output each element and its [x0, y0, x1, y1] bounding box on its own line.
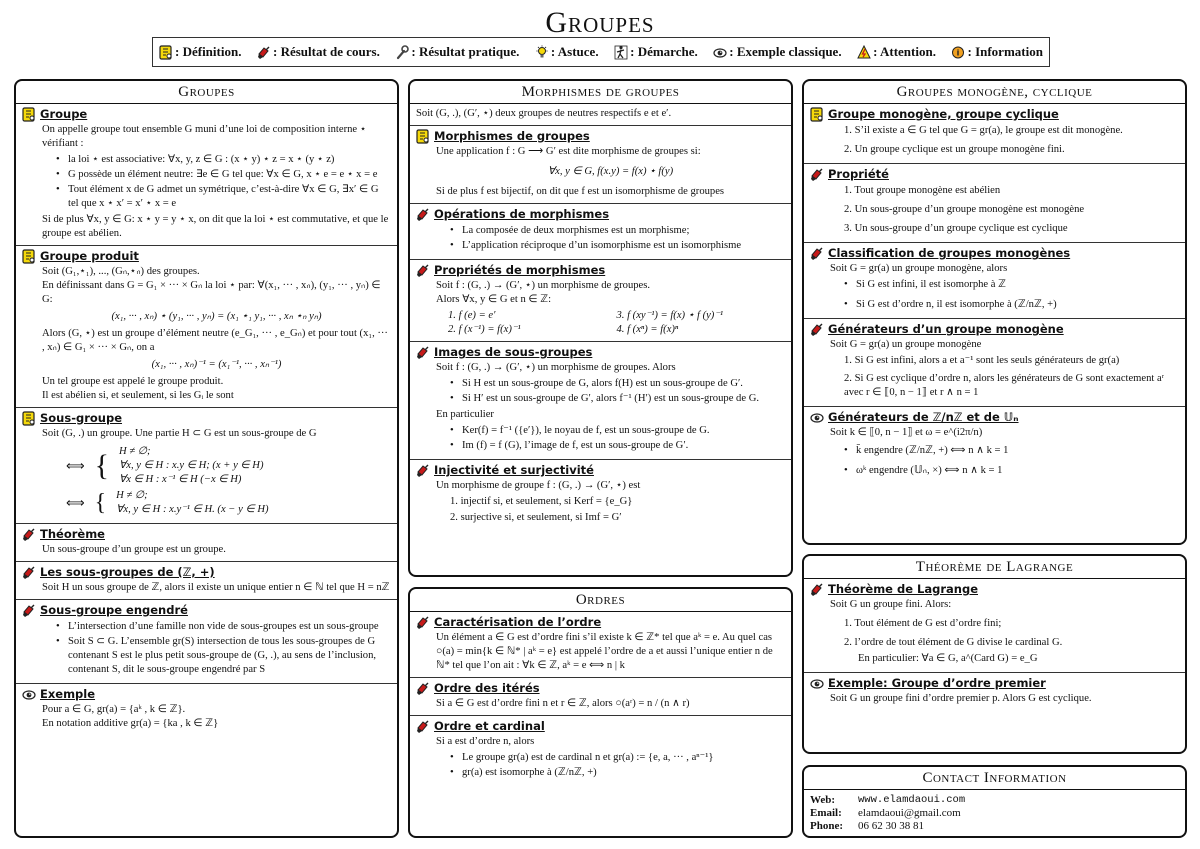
list-item: • Tout élément x de G admet un symétrique, c’est-à-dire ∀x ∈ G, ∃x′ ∈ G tel que x ⋆ x′ = x′ ⋆ x = e [56, 183, 391, 211]
section-heading: Théorème de Lagrange [828, 582, 978, 596]
paragraph: Soit G un groupe fini d’ordre premier p. Alors G est cyclique. [830, 693, 1092, 705]
list-item: 1. Tout groupe monogène est abélien [844, 185, 1001, 197]
list-item: • G possède un élément neutre: ∃e ∈ G tel que: ∀x ∈ G, x ⋆ e = e ⋆ x = e [56, 168, 391, 182]
paragraph: Une application f : G ⟶ G′ est dite morphisme de groupes si: [436, 146, 701, 158]
list-item: • L’application réciproque d’un isomorphisme est un isomorphisme [450, 239, 785, 253]
example-icon [713, 45, 727, 60]
list-item: • gr(a) est isomorphe à (ℤ/nℤ, +) [450, 766, 785, 780]
course-result-icon [257, 45, 271, 60]
paragraph: Un élément a ∈ G est d’ordre fini s’il existe k ∈ ℤ* tel que aᵏ = e. Au quel cas ○(a) = min{k ∈ ℕ* | aᵏ = e} est appelé l’ordre de a et aussi l’unique entier n de ℕ* tel que l’on ait : ∀k ∈ ℤ, aᵏ = e ⟺ n | k [436, 632, 773, 672]
paragraph: Si a ∈ G est d’ordre fini n et r ∈ ℤ, alors ○(aʳ) = n / (n ∧ r) [436, 698, 690, 710]
paragraph: Soit (G, .) un groupe. Une partie H ⊂ G est un sous-groupe de G [42, 427, 317, 439]
tip-icon [535, 45, 549, 60]
paragraph: Soit G = gr(a) un groupe monogène [830, 339, 982, 351]
section-classification [804, 243, 1185, 319]
formula: (x₁, ··· , xₙ) ⋆ (y₁, ··· , yₙ) = (x₁ ⋆₁ y₁, ··· , xₙ ⋆ₙ yₙ) [111, 311, 322, 322]
definition-icon [22, 249, 36, 264]
formula: ∀x, y ∈ G, f(x.y) = f(x) ⋆ f(y) [547, 166, 674, 178]
section-heading: Groupe produit [40, 248, 139, 263]
list-item: 1. Tout élément de G est d’ordre fini; [844, 618, 1002, 630]
section-heading: Propriétés de morphismes [434, 263, 606, 278]
box-title: Groupes [16, 81, 397, 104]
iff-symbol: ⟺ [66, 495, 85, 511]
paragraph: Alors (G, ⋆) est un groupe d’élément neutre (e_G₁, ··· , e_Gₙ) et pour tout (x₁, ··· , xₙ) ∈ G₁ × ··· × Gₙ, on a [42, 327, 388, 353]
contact-label: Web: [810, 794, 836, 806]
condition-system-2 [66, 489, 391, 517]
brace: { [94, 448, 110, 482]
section-heading: Sous-groupe [40, 410, 123, 425]
course-result-icon [810, 246, 824, 261]
legend-item-method [614, 44, 698, 60]
box-title: Contact Information [804, 767, 1185, 790]
email-link[interactable]: elamdaoui@gmail.com [858, 807, 961, 819]
paragraph: Soit f : (G, .) → (G′, ⋆) un morphisme de groupes. [436, 280, 651, 292]
section-heading: Ordre des itérés [434, 681, 540, 696]
paragraph: Si de plus ∀x, y ∈ G: x ⋆ y = y ⋆ x, on dit que la loi ⋆ est commutative, et que le groupe est abélien. [42, 213, 389, 239]
section-exemple [16, 684, 397, 735]
section-heading: Morphismes de groupes [434, 128, 590, 143]
list-item: • k̄ engendre (ℤ/nℤ, +) ⟺ n ∧ k = 1 [844, 444, 1179, 458]
paragraph: Pour a ∈ G, gr(a) = {aᵏ , k ∈ ℤ}. [42, 704, 186, 716]
paragraph: En particulier [436, 409, 494, 421]
brace: { [94, 489, 107, 516]
condition: ∀x ∈ H : x⁻¹ ∈ H (−x ∈ H) [119, 473, 242, 485]
section-heading: Groupe monogène, groupe cyclique [828, 107, 1059, 121]
course-result-icon [416, 463, 430, 478]
iff-symbol: ⟺ [66, 458, 85, 474]
list-item: 2. l’ordre de tout élément de G divise le cardinal G. [844, 637, 1063, 649]
paragraph: Si de plus f est bijectif, on dit que f est un isomorphisme de groupes [436, 186, 725, 198]
paragraph: Soit G = gr(a) un groupe monogène, alors [830, 263, 1008, 275]
contact-box [802, 765, 1187, 838]
example-icon [810, 676, 824, 691]
section-heading: Sous-groupe engendré [40, 603, 188, 618]
paragraph: Un morphisme de groupe f : (G, .) → (G′, ⋆) est [436, 480, 641, 492]
list-item: • L’intersection d’une famille non vide de sous-groupes est un sous-groupe [56, 620, 391, 634]
legend-bar [152, 37, 1050, 67]
section-groupe [16, 104, 397, 246]
paragraph: On appelle groupe tout ensemble G muni d’une loi de composition interne ⋆ vérifiant : [42, 124, 367, 150]
list-item: • La composée de deux morphismes est un morphisme; [450, 224, 785, 238]
warning-icon [857, 45, 871, 60]
ordres-box [408, 587, 793, 838]
definition-icon [810, 107, 824, 122]
paragraph: Alors ∀x, y ∈ G et n ∈ ℤ: [436, 294, 552, 306]
section-images [410, 342, 791, 460]
website-link[interactable]: www.elamdaoui.com [858, 794, 966, 806]
list-item: 1. S’il existe a ∈ G tel que G = gr(a), le groupe est dit monogène. [844, 125, 1123, 137]
section-operations [410, 204, 791, 260]
section-heading: Propriété [828, 167, 889, 182]
list-item: • la loi ⋆ est associative: ∀x, y, z ∈ G : (x ⋆ y) ⋆ z = x ⋆ (y ⋆ z) [56, 153, 391, 167]
section-heading: Les sous-groupes de (ℤ, +) [40, 564, 215, 579]
list-item: 2. Un sous-groupe d’un groupe monogène est monogène [844, 204, 1085, 216]
section-propriete [804, 164, 1185, 243]
legend-label: : Exemple classique. [729, 44, 842, 59]
groupes-box [14, 79, 399, 838]
list-item: 3. f (xy⁻¹) = f(x) ⋆ f (y)⁻¹ [616, 310, 724, 322]
list-item: • Si H est un sous-groupe de G, alors f(H) est un sous-groupe de G′. [450, 377, 785, 391]
condition: ∀x, y ∈ H : x.y⁻¹ ∈ H. (x − y ∈ H) [116, 503, 269, 515]
paragraph: Il est abélien si, et seulement, si les Gᵢ le sont [42, 389, 234, 401]
definition-icon [159, 45, 173, 60]
course-result-icon [416, 263, 430, 278]
section-sous-groupes-z [16, 562, 397, 600]
course-result-icon [22, 527, 36, 542]
paragraph: Soit (G₁,⋆₁), ..., (Gₙ,⋆ₙ) des groupes. [42, 266, 200, 278]
list-item: 1. Si G est infini, alors a et a⁻¹ sont les seuls générateurs de gr(a) [844, 355, 1120, 367]
contact-email-row [810, 807, 1179, 819]
list-item: • Im (f) = f (G), l’image de f, est un sous-groupe de G′. [450, 439, 785, 453]
section-heading: Générateurs de ℤ/nℤ et de 𝕌ₙ [828, 410, 1019, 425]
section-proprietes [410, 260, 791, 342]
legend-label: : Information [967, 44, 1043, 59]
section-generateurs [804, 319, 1185, 407]
list-item: 3. Un sous-groupe d’un groupe cyclique est cyclique [844, 223, 1068, 235]
properties-grid [436, 309, 785, 337]
legend-label: : Attention. [873, 44, 936, 59]
legend-item-tip [535, 44, 599, 60]
list-item: 2. surjective si, et seulement, si Imf = G′ [450, 512, 622, 524]
paragraph: En notation additive gr(a) = {ka , k ∈ ℤ} [42, 718, 219, 730]
paragraph: Soit k ∈ ⟦0, n − 1⟧ et ω = e^(i2π/n) [830, 427, 983, 439]
section-sous-groupe-engendre [16, 600, 397, 684]
formula: (x₁, ··· , xₙ)⁻¹ = (x₁⁻¹, ··· , xₙ⁻¹) [151, 358, 282, 370]
course-result-icon [22, 565, 36, 580]
list-item: 2. f (x⁻¹) = f(x)⁻¹ [448, 324, 521, 336]
course-result-icon [416, 615, 430, 630]
list-item: • Soit S ⊂ G. L’ensemble gr(S) intersection de tous les sous-groupes de G contenant S est le plus petit sous-groupe de (G, .), au sens de l’inclusion, contenant S, dit le sous-groupe engendré par S [56, 635, 391, 677]
definition-icon [22, 107, 36, 122]
section-theoreme-lagrange [804, 579, 1185, 673]
information-icon [951, 45, 965, 60]
list-item: • Si G est infini, il est isomorphe à ℤ [844, 278, 1179, 292]
course-result-icon [416, 207, 430, 222]
paragraph: Si a est d’ordre n, alors [436, 736, 535, 748]
section-heading: Théorème [40, 526, 105, 541]
list-item: En particulier: ∀a ∈ G, a^(Card G) = e_G [858, 653, 1038, 665]
legend-label: : Résultat de cours. [272, 44, 380, 59]
phone-number: 06 62 30 38 81 [858, 820, 924, 832]
list-item: 2. Si G est cyclique d’ordre n, alors les générateurs de G sont exactement aʳ avec r ∈ ⟦0, n − 1⟧ et r ∧ n = 1 [844, 373, 1165, 399]
section-heading: Exemple [40, 687, 96, 702]
box-title: Morphismes de groupes [410, 81, 791, 104]
list-item: 2. Un groupe cyclique est un groupe monogène fini. [844, 144, 1065, 156]
definition-icon [416, 129, 430, 144]
course-result-icon [416, 681, 430, 696]
legend-item-warning [857, 44, 936, 60]
list-item: • Si H′ est un sous-groupe de G′, alors f⁻¹ (H′) est un sous-groupe de G. [450, 392, 785, 406]
section-heading: Injectivité et surjectivité [434, 463, 594, 478]
section-groupe-produit [16, 246, 397, 408]
course-result-icon [810, 167, 824, 182]
section-caracterisation [410, 612, 791, 678]
list-item: 1. injectif si, et seulement, si Kerf = {e_G} [450, 496, 633, 508]
paragraph: Un tel groupe est appelé le groupe produit. [42, 375, 224, 387]
box-title: Ordres [410, 589, 791, 612]
course-result-icon [416, 719, 430, 734]
lagrange-box [802, 554, 1187, 754]
section-heading: Caractérisation de l’ordre [434, 615, 602, 629]
condition: ∀x, y ∈ H : x.y ∈ H; (x + y ∈ H) [119, 459, 264, 471]
course-result-icon [810, 582, 824, 597]
list-item: • Ker(f) = f⁻¹ ({e′}), le noyau de f, est un sous-groupe de G. [450, 424, 785, 438]
condition: H ≠ ∅; [116, 489, 148, 501]
section-ordre-iteres [410, 678, 791, 716]
section-exemple-ordre-premier [804, 673, 1185, 710]
section-intro [410, 104, 791, 126]
contact-phone-row [810, 820, 1179, 832]
section-ordre-cardinal [410, 716, 791, 786]
section-heading: Classification de groupes monogènes [828, 246, 1071, 261]
section-heading: Opérations de morphismes [434, 207, 610, 222]
course-result-icon [416, 345, 430, 360]
condition-system-1 [66, 445, 391, 487]
legend-label: : Définition. [175, 44, 242, 59]
list-item: • ωᵏ engendre (𝕌ₙ, ×) ⟺ n ∧ k = 1 [844, 464, 1179, 478]
example-icon [810, 410, 824, 425]
paragraph: Un sous-groupe d’un groupe est un groupe. [42, 543, 226, 555]
example-icon [22, 687, 36, 702]
legend-label: : Démarche. [630, 44, 698, 59]
page-title: Groupes [545, 6, 655, 39]
legend-item-example [713, 44, 841, 60]
monogene-box [802, 79, 1187, 545]
section-morphismes [410, 126, 791, 204]
method-icon [614, 45, 628, 60]
section-groupe-monogene [804, 104, 1185, 164]
condition: H ≠ ∅; [119, 445, 151, 457]
legend-item-information [951, 44, 1042, 60]
legend-item-practical-result [395, 44, 519, 60]
contact-label: Email: [810, 807, 842, 819]
contact-web-row [810, 794, 1179, 806]
section-heading: Ordre et cardinal [434, 719, 545, 734]
list-item: • Si G est d’ordre n, il est isomorphe à (ℤ/nℤ, +) [844, 298, 1179, 312]
box-title: Groupes monogène, cyclique [804, 81, 1185, 104]
section-theoreme [16, 524, 397, 562]
paragraph: Soit H un sous groupe de ℤ, alors il existe un unique entier n ∈ ℕ tel que H = nℤ [42, 582, 390, 594]
section-heading: Exemple: Groupe d’ordre premier [828, 676, 1046, 691]
box-title: Théorème de Lagrange [804, 556, 1185, 579]
paragraph: Soit f : (G, .) → (G′, ⋆) un morphisme de groupes. Alors [436, 362, 676, 374]
legend-item-course-result [257, 44, 380, 60]
paragraph: Soit G un groupe fini. Alors: [830, 599, 952, 611]
section-heading: Images de sous-groupes [434, 345, 593, 360]
paragraph: En définissant dans G = G₁ × ··· × Gₙ la loi ⋆ par: ∀(x₁, ··· , xₙ), (y₁, ··· , yₙ) ∈ G: [42, 280, 381, 306]
paragraph: Soit (G, .), (G′, ⋆) deux groupes de neutres respectifs e et e′. [416, 108, 672, 119]
legend-item-definition [159, 44, 241, 60]
definition-icon [22, 411, 36, 426]
list-item: 4. f (xⁿ) = f(x)ⁿ [616, 324, 679, 336]
morphismes-box [408, 79, 793, 577]
course-result-icon [810, 322, 824, 337]
legend-label: : Résultat pratique. [411, 44, 520, 59]
section-sous-groupe [16, 408, 397, 524]
legend-label: : Astuce. [550, 44, 599, 59]
practical-result-icon [395, 45, 409, 60]
section-heading: Générateurs d’un groupe monogène [828, 322, 1064, 337]
section-generateurs-zn [804, 407, 1185, 484]
contact-label: Phone: [810, 820, 843, 832]
course-result-icon [22, 603, 36, 618]
list-item: 1. f (e) = e′ [448, 310, 496, 322]
section-heading: Groupe [40, 107, 88, 121]
list-item: • Le groupe gr(a) est de cardinal n et gr(a) := {e, a, ··· , aⁿ⁻¹} [450, 751, 785, 765]
section-injectivite [410, 460, 791, 531]
